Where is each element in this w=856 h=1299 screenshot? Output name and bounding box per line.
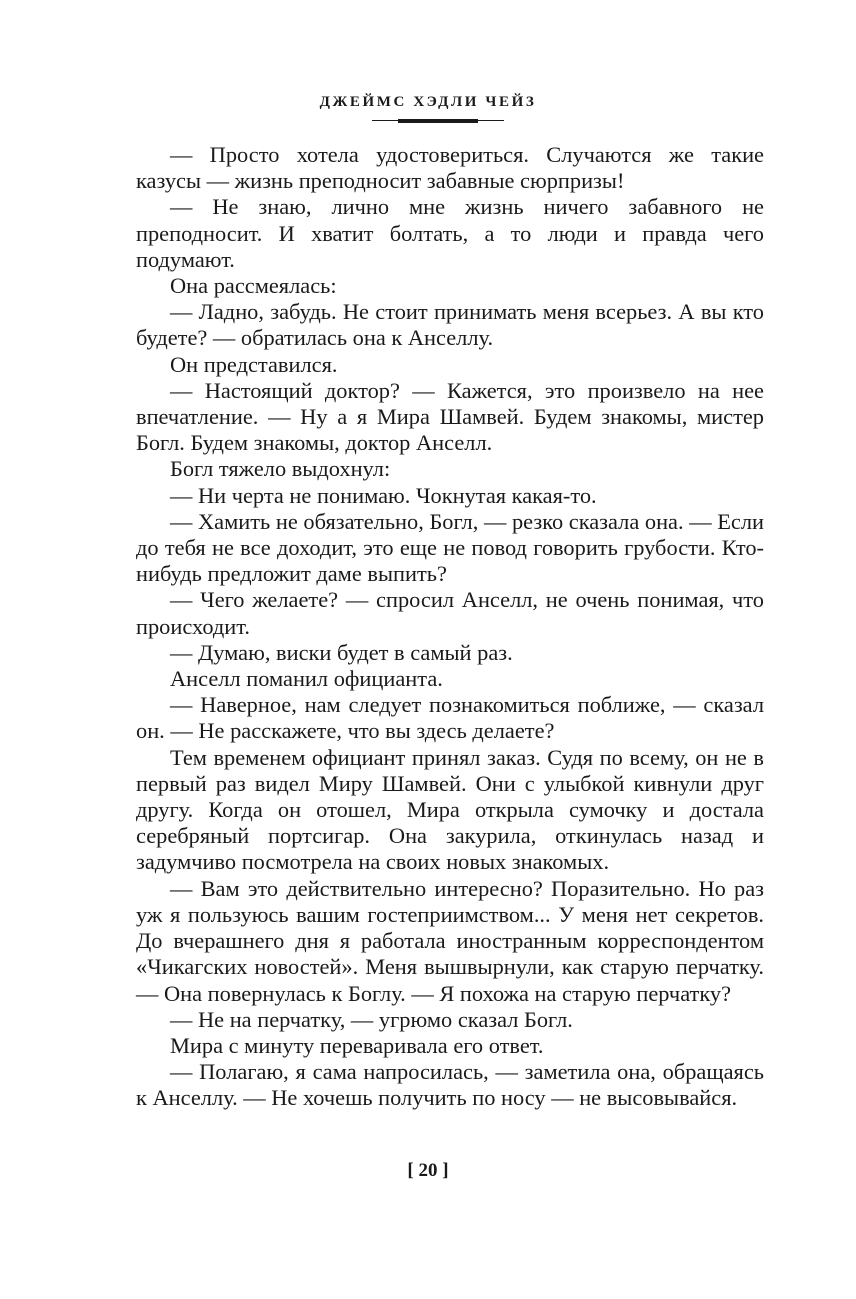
running-head-author: ДЖЕЙМС ХЭДЛИ ЧЕЙЗ xyxy=(319,94,537,110)
page-number: [ 20 ] xyxy=(407,1160,449,1181)
paragraph: — Не знаю, лично мне жизнь ничего забавного не преподносит. И хватит болтать, а то люди и правда чего подумают. xyxy=(136,194,764,272)
paragraph: — Чего желаете? — спросил Анселл, не очень понимая, что происходит. xyxy=(136,587,764,639)
paragraph: — Хамить не обязательно, Богл, — резко сказала она. — Если до тебя не все доходит, это еще не повод говорить грубости. Кто-нибудь предложит даме выпить? xyxy=(136,508,764,587)
paragraph: — Ни черта не понимаю. Чокнутая какая-то. xyxy=(170,482,597,508)
paragraph: — Вам это действительно интересно? Поразительно. Но раз уж я пользуюсь вашим гостеприимством... У меня нет секретов. До вчерашнего дня я работала иностранным корреспондентом «Чикагских новостей». Меня вышвырнули, как старую перчатку. — Она повернулась к Боглу. — Я похожа на старую перчатку? xyxy=(136,875,764,1006)
paragraph: — Наверное, нам следует познакомиться поближе, — сказал он. — Не расскажете, что вы здесь делаете? xyxy=(136,692,764,744)
paragraph: — Просто хотела удостовериться. Случаются же такие казусы — жизнь преподносит забавные сюрпризы! xyxy=(136,142,764,194)
paragraph: Мира с минуту переваривала его ответ. xyxy=(170,1032,544,1058)
paragraph: — Полагаю, я сама напросилась, — заметила она, обращаясь к Анселлу. — Не хочешь получить по носу — не высовывайся. xyxy=(136,1059,764,1111)
head-rule-accent xyxy=(398,119,478,123)
paragraph: — Думаю, виски будет в самый раз. xyxy=(170,639,513,665)
paragraph: — Ладно, забудь. Не стоит принимать меня всерьез. А вы кто будете? — обратилась она к Анселлу. xyxy=(136,299,764,351)
paragraph: Тем временем официант принял заказ. Судя по всему, он не в первый раз видел Миру Шамвей. Они с улыбкой кивнули друг другу. Когда он отошел, Мира открыла сумочку и достала серебряный портсигар. Она закурила, откинулась назад и задумчиво посмотрела на своих новых знакомых. xyxy=(136,744,764,875)
paragraph: Анселл поманил официанта. xyxy=(170,666,443,692)
paragraph: — Не на перчатку, — угрюмо сказал Богл. xyxy=(170,1006,573,1032)
paragraph: Она рассмеялась: xyxy=(170,273,337,299)
paragraph: — Настоящий доктор? — Кажется, это произвело на нее впечатление. — Ну а я Мира Шамвей. Будем знакомы, мистер Богл. Будем знакомы, доктор Анселл. xyxy=(136,377,764,456)
paragraph: Он представился. xyxy=(170,351,338,377)
paragraph: Богл тяжело выдохнул: xyxy=(170,456,391,482)
body-text xyxy=(136,142,764,1112)
